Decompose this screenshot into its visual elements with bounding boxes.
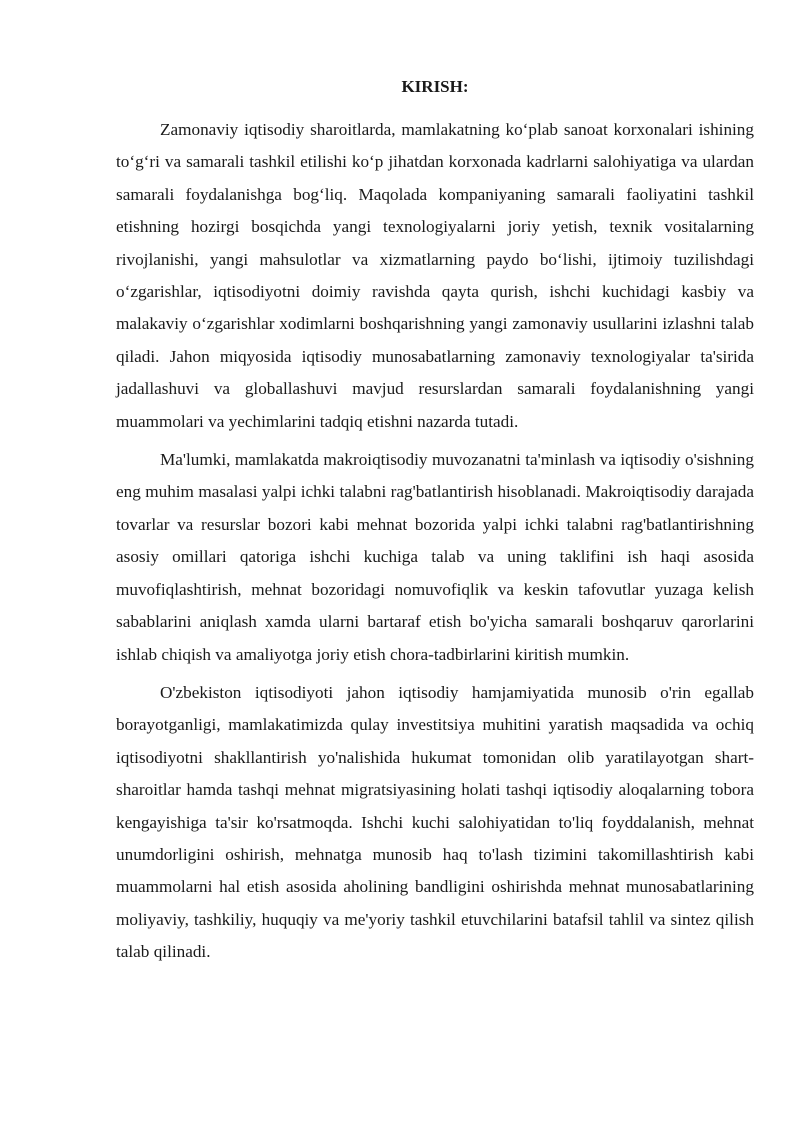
paragraph-3: O'zbekiston iqtisodiyoti jahon iqtisodiy hamjamiyatida munosib o'rin egallab borayotganligi, mamlakatimizda qulay investitsiya muhitini yaratish maqsadida va ochiq iqtisodiyotni shakllantirish yo'nalishida hukumat tomonidan olib yaratilayotgan shart-sharoitlar hamda tashqi mehnat migratsiyasining holati tashqi iqtisodiy aloqalarning tobora kengayishiga ta'sir ko'rsatmoqda. Ishchi kuchi salohiyatidan to'liq foyddalanish, mehnat unumdorligini oshirish, mehnatga munosib haq to'lash tizimini takomillashtirish kabi muammolarni hal etish asosida aholining bandligini oshirishda mehnat munosabatlarining moliyaviy, tashkiliy, huquqiy va me'yoriy tashkil etuvchilarini batafsil tahlil va sintez qilish talab qilinadi. bbox=[116, 682, 754, 962]
document-page bbox=[116, 72, 754, 975]
paragraph-1: Zamonaviy iqtisodiy sharoitlarda, mamlakatning ko‘plab sanoat korxonalari ishining to‘g‘ri va samarali tashkil etilishi ko‘p jihatdan korxonada kadrlarni salohiyatiga va ulardan samarali foydalanishga bog‘liq. Maqolada kompaniyaning samarali faoliyatini tashkil etishning hozirgi bosqichda yangi texnologiyalarni joriy yetish, texnik vositalarning rivojlanishi, yangi mahsulotlar va xizmatlarning paydo bo‘lishi, ijtimoiy tuzilishdagi o‘zgarishlar, iqtisodiyotni doimiy ravishda qayta qurish, ishchi kuchidagi kasbiy va malakaviy o‘zgarishlar xodimlarni boshqarishning yangi zamonaviy usullarini izlashni talab qiladi. Jahon miqyosida iqtisodiy munosabatlarning zamonaviy texnologiyalar ta'sirida jadallashuvi va globallashuvi mavjud resurslardan samarali foydalanishning yangi muammolari va yechimlarini tadqiq etishni nazarda tutadi. bbox=[116, 120, 754, 431]
section-heading: KIRISH: bbox=[401, 77, 469, 96]
paragraph-2: Ma'lumki, mamlakatda makroiqtisodiy muvozanatni ta'minlash va iqtisodiy o'sishning eng muhim masalasi yalpi ichki talabni rag'batlantirish hisoblanadi. Makroiqtisodiy darajada tovarlar va resurslar bozori kabi mehnat bozorida yalpi ichki talabni rag'batlantirishning asosiy omillari qatoriga ishchi kuchiga talab va uning taklifini ish haqi asosida muvofiqlashtirish, mehnat bozoridagi nomuvofiqlik va keskin tafovutlar yuzaga kelish sabablarini aniqlash xamda ularni bartaraf etish bo'yicha samarali boshqaruv qarorlarini ishlab chiqish va amaliyotga joriy etish chora-tadbirlarini kiritish mumkin. bbox=[116, 450, 754, 664]
